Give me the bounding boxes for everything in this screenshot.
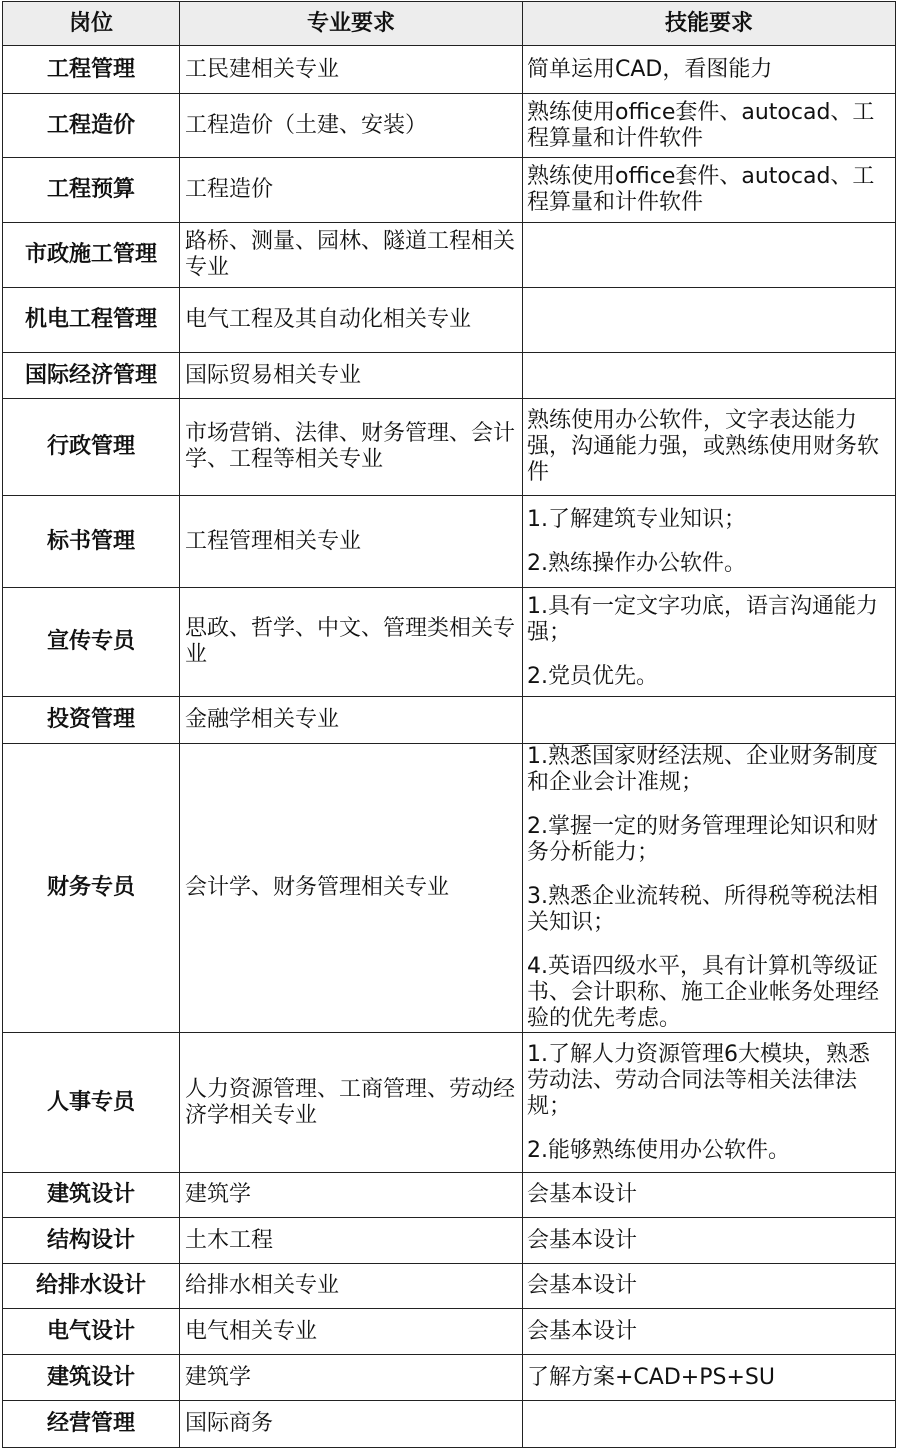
skill-item: 2.能够熟练使用办公软件。 bbox=[527, 1137, 790, 1163]
table-row bbox=[3, 588, 896, 697]
table-row bbox=[3, 223, 896, 288]
skill-cell bbox=[523, 744, 896, 1033]
major-cell: 工程造价 bbox=[180, 158, 523, 223]
post-cell: 建筑设计 bbox=[3, 1173, 180, 1218]
major-cell: 金融学相关专业 bbox=[180, 697, 523, 744]
table-row bbox=[3, 1033, 896, 1173]
skill-cell bbox=[523, 1355, 896, 1401]
skill-item: 熟练使用office套件、autocad、工程算量和计件软件 bbox=[527, 99, 875, 151]
post-cell: 投资管理 bbox=[3, 697, 180, 744]
skill-cell bbox=[523, 1264, 896, 1309]
skill-item: 1.了解建筑专业知识； bbox=[527, 506, 746, 532]
table-body bbox=[3, 46, 896, 1448]
major-cell: 建筑学 bbox=[180, 1355, 523, 1401]
post-cell: 市政施工管理 bbox=[3, 223, 180, 288]
skill-item: 会基本设计 bbox=[527, 1227, 638, 1253]
skill-cell bbox=[523, 353, 896, 399]
skill-item: 1.了解人力资源管理6大模块，熟悉劳动法、劳动合同法等相关法律法规； bbox=[527, 1041, 870, 1119]
major-cell: 国际商务 bbox=[180, 1401, 523, 1448]
major-cell: 建筑学 bbox=[180, 1173, 523, 1218]
table-row bbox=[3, 697, 896, 744]
table-row bbox=[3, 744, 896, 1033]
post-cell: 机电工程管理 bbox=[3, 288, 180, 353]
skill-cell bbox=[523, 1401, 896, 1448]
table-row bbox=[3, 94, 896, 158]
header-post: 岗位 bbox=[3, 2, 180, 46]
skill-cell bbox=[523, 223, 896, 288]
table-row bbox=[3, 46, 896, 94]
major-cell: 市场营销、法律、财务管理、会计学、工程等相关专业 bbox=[180, 399, 523, 496]
post-cell: 工程预算 bbox=[3, 158, 180, 223]
table-row bbox=[3, 1401, 896, 1448]
post-cell: 标书管理 bbox=[3, 496, 180, 588]
header-major: 专业要求 bbox=[180, 2, 523, 46]
table-row bbox=[3, 496, 896, 588]
table-row bbox=[3, 1309, 896, 1355]
skill-item: 简单运用CAD，看图能力 bbox=[527, 56, 773, 82]
skill-item: 3.熟悉企业流转税、所得税等税法相关知识； bbox=[527, 884, 878, 935]
post-cell: 电气设计 bbox=[3, 1309, 180, 1355]
skill-cell bbox=[523, 588, 896, 697]
header-skill: 技能要求 bbox=[523, 2, 896, 46]
table-row bbox=[3, 399, 896, 496]
skill-item: 2.熟练操作办公软件。 bbox=[527, 550, 746, 576]
post-cell: 工程造价 bbox=[3, 94, 180, 158]
post-cell: 行政管理 bbox=[3, 399, 180, 496]
skill-item: 1.具有一定文字功底，语言沟通能力强； bbox=[527, 594, 878, 645]
table-row bbox=[3, 353, 896, 399]
post-cell: 给排水设计 bbox=[3, 1264, 180, 1309]
skill-item: 了解方案+CAD+PS+SU bbox=[527, 1364, 775, 1390]
skill-item: 4.英语四级水平，具有计算机等级证书、会计职称、施工企业帐务处理经验的优先考虑。 bbox=[527, 954, 880, 1031]
post-cell: 经营管理 bbox=[3, 1401, 180, 1448]
job-requirements-table bbox=[2, 1, 896, 1448]
skill-cell bbox=[523, 1218, 896, 1264]
major-cell: 工程造价（土建、安装） bbox=[180, 94, 523, 158]
skill-cell bbox=[523, 1309, 896, 1355]
table-row bbox=[3, 1355, 896, 1401]
post-cell: 建筑设计 bbox=[3, 1355, 180, 1401]
skill-item: 会基本设计 bbox=[527, 1318, 638, 1344]
table-row bbox=[3, 1264, 896, 1309]
post-cell: 工程管理 bbox=[3, 46, 180, 94]
skill-cell bbox=[523, 697, 896, 744]
skill-item: 2.掌握一定的财务管理理论知识和财务分析能力； bbox=[527, 814, 878, 865]
skill-item: 熟练使用office套件、autocad、工程算量和计件软件 bbox=[527, 164, 875, 215]
skill-item: 2.党员优先。 bbox=[527, 664, 658, 689]
skill-cell bbox=[523, 496, 896, 588]
major-cell: 电气相关专业 bbox=[180, 1309, 523, 1355]
major-cell: 思政、哲学、中文、管理类相关专业 bbox=[180, 588, 523, 697]
post-cell: 人事专员 bbox=[3, 1033, 180, 1173]
major-cell: 国际贸易相关专业 bbox=[180, 353, 523, 399]
skill-cell bbox=[523, 399, 896, 496]
skill-cell bbox=[523, 158, 896, 223]
table-row bbox=[3, 1218, 896, 1264]
skill-item: 熟练使用办公软件，文字表达能力强，沟通能力强，或熟练使用财务软件 bbox=[527, 408, 880, 485]
skill-cell bbox=[523, 1033, 896, 1173]
major-cell: 人力资源管理、工商管理、劳动经济学相关专业 bbox=[180, 1033, 523, 1173]
skill-cell bbox=[523, 288, 896, 353]
table-row bbox=[3, 1173, 896, 1218]
major-cell: 电气工程及其自动化相关专业 bbox=[180, 288, 523, 353]
skill-cell bbox=[523, 46, 896, 94]
table-row bbox=[3, 158, 896, 223]
post-cell: 财务专员 bbox=[3, 744, 180, 1033]
major-cell: 路桥、测量、园林、隧道工程相关专业 bbox=[180, 223, 523, 288]
header-row bbox=[3, 2, 896, 46]
skill-cell bbox=[523, 94, 896, 158]
major-cell: 土木工程 bbox=[180, 1218, 523, 1264]
major-cell: 给排水相关专业 bbox=[180, 1264, 523, 1309]
skill-cell bbox=[523, 1173, 896, 1218]
post-cell: 宣传专员 bbox=[3, 588, 180, 697]
table-row bbox=[3, 288, 896, 353]
skill-item: 1.熟悉国家财经法规、企业财务制度和企业会计准规； bbox=[527, 744, 878, 795]
major-cell: 工民建相关专业 bbox=[180, 46, 523, 94]
post-cell: 结构设计 bbox=[3, 1218, 180, 1264]
skill-item: 会基本设计 bbox=[527, 1273, 638, 1298]
major-cell: 会计学、财务管理相关专业 bbox=[180, 744, 523, 1033]
skill-item: 会基本设计 bbox=[527, 1182, 638, 1207]
post-cell: 国际经济管理 bbox=[3, 353, 180, 399]
major-cell: 工程管理相关专业 bbox=[180, 496, 523, 588]
